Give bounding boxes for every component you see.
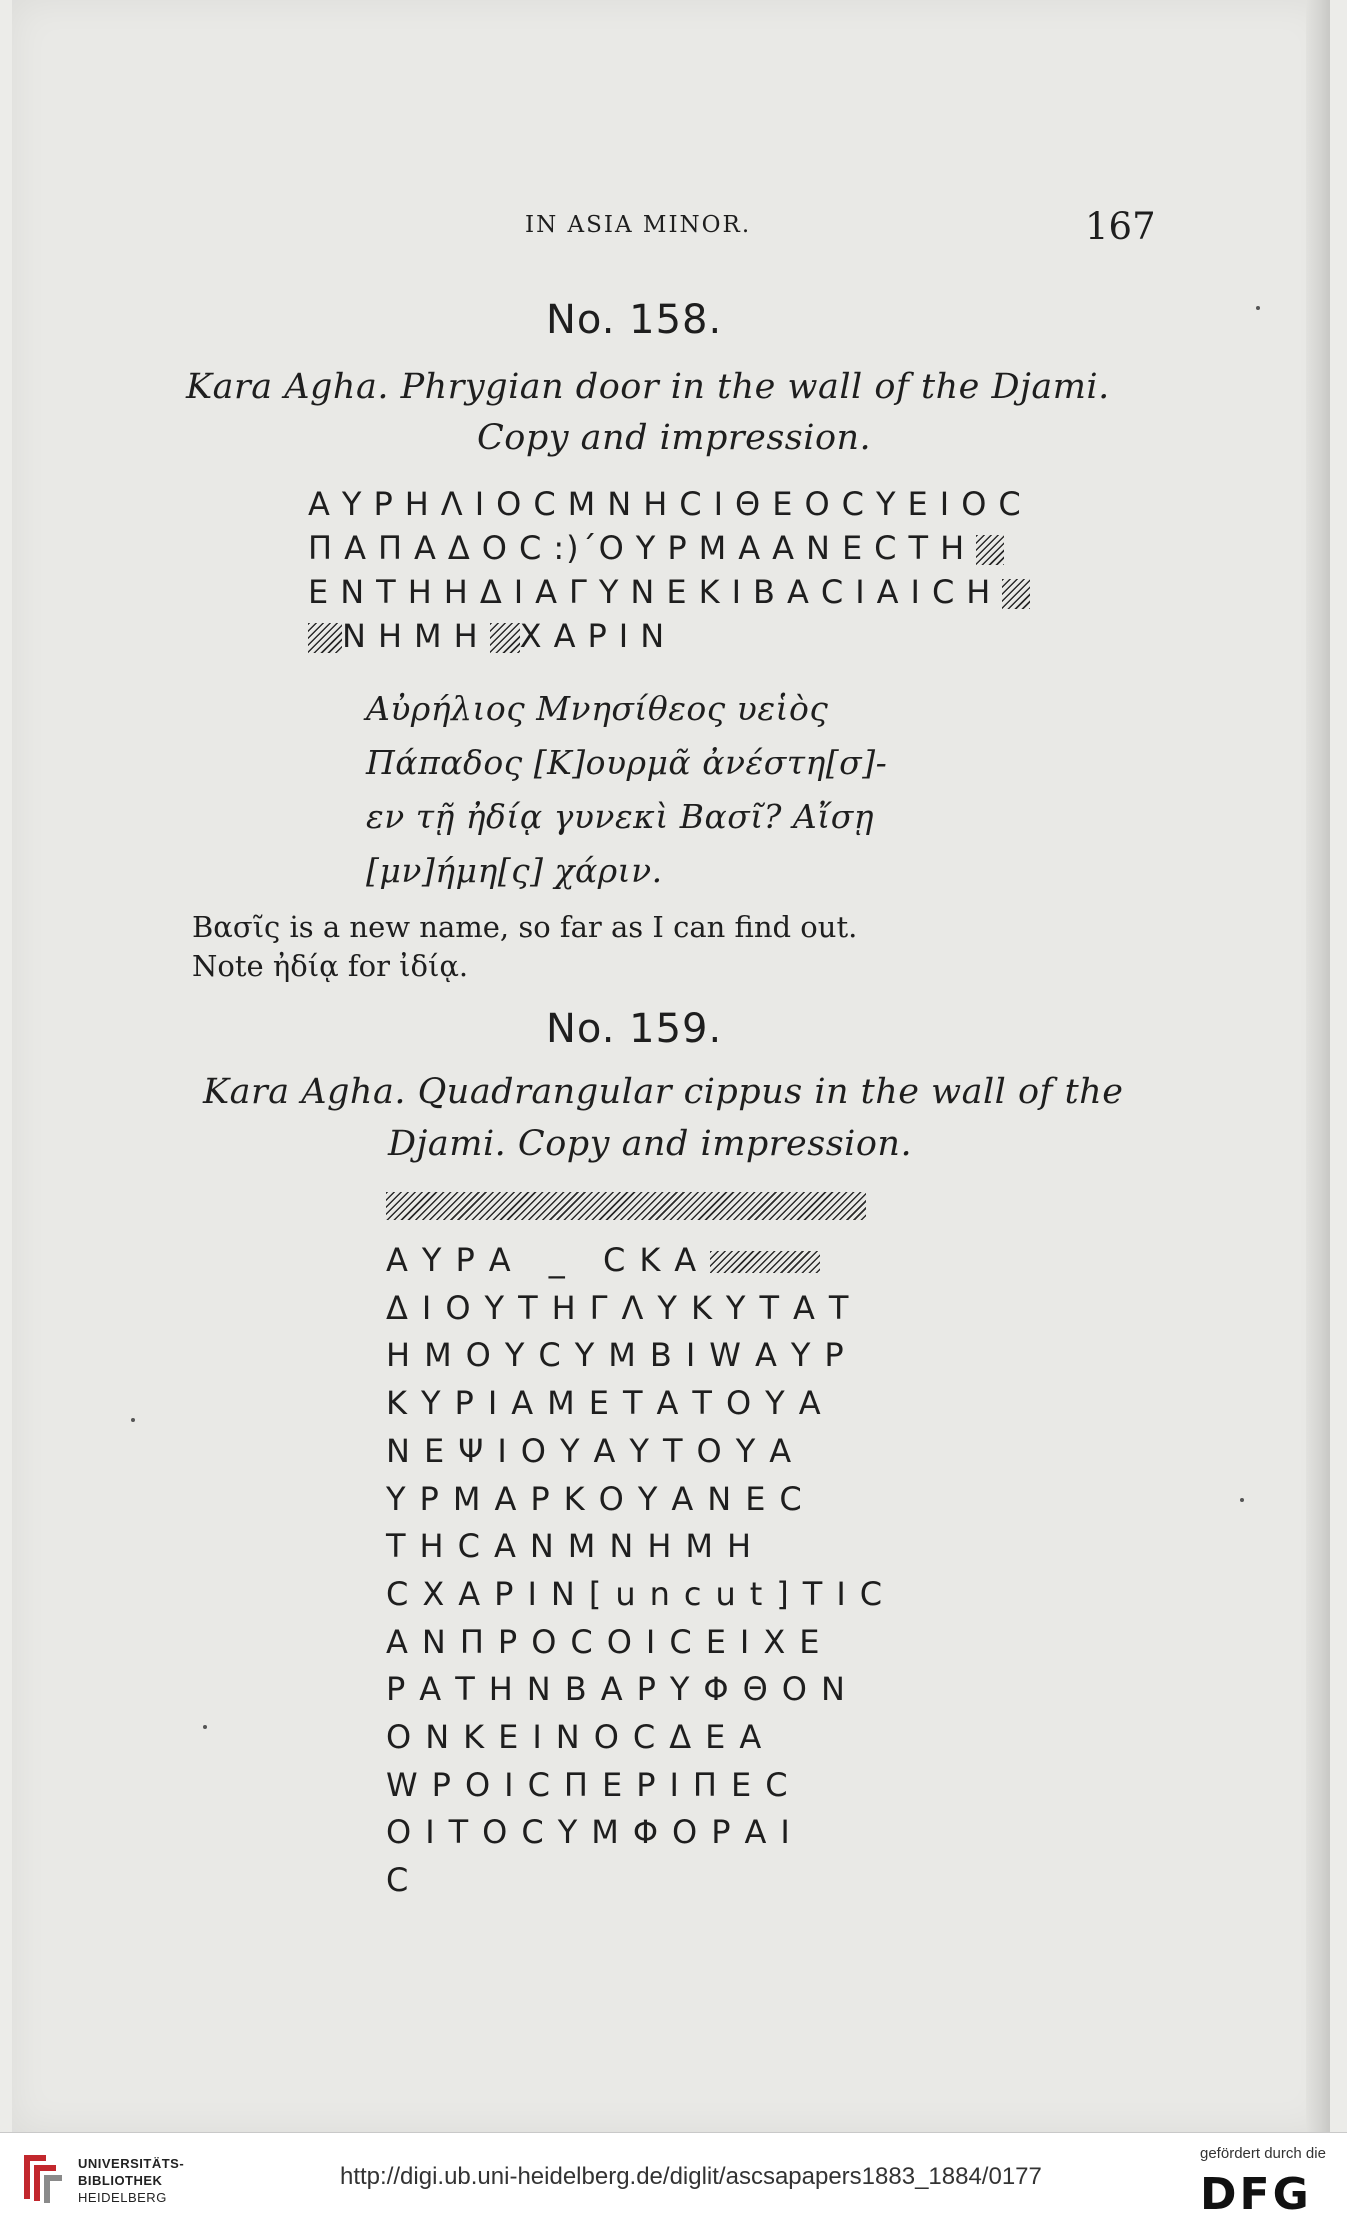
commentary-line: Βασῖς is a new name, so far as I can find out. [192, 910, 858, 944]
inscription-158-line3 [308, 570, 1033, 614]
inscription-158-line3-text: ΕΝΤΗΗΔΙΑΓΥΝΕΚΙΒΑCΙΑΙCΗ [308, 573, 1003, 611]
inscription-158-line2 [308, 526, 1033, 570]
scan-speck [1240, 1498, 1244, 1502]
viewer-footer [0, 2132, 1347, 2229]
inscription-159-line: ΔΙΟΥΤΗΓΛΥΚΥΤΑΤ [386, 1288, 863, 1327]
inscription-159-line: WΡΟΙCΠΕΡΙΠΕC [386, 1765, 802, 1804]
inscription-159-line: CΧΑΡΙΝ[uncut]ΤΙC [386, 1574, 897, 1613]
inscription-159-line: ΟΝΚΕΙΝΟCΔΕΑ [386, 1718, 776, 1757]
inscription-159-line: ΟΙΤΟCΥΜΦΟΡΑΙ [386, 1813, 804, 1852]
hatched-lacuna [710, 1251, 820, 1273]
permalink-url[interactable]: http://digi.ub.uni-heidelberg.de/diglit/ascsapapers1883_1884/0177 [340, 2163, 1042, 2190]
hatched-lacuna [490, 623, 520, 653]
running-title: IN ASIA MINOR. [525, 212, 752, 238]
inscription-159-line: ΗΜΟΥCΥΜΒΙWΑΥΡ [386, 1336, 858, 1375]
inscription-159-line: ΥΡΜΑΡΚΟΥΑΝΕC [386, 1479, 816, 1518]
inscription-159-line [386, 1237, 896, 1285]
inscription-158-line4 [308, 614, 1033, 658]
entry-158-number: No. 158. [546, 297, 723, 343]
inscription-159-line: C [386, 1861, 423, 1900]
inscription-158-line1: ΑΥΡΗΛΙΟCΜΝΗCΙΘΕΟCΥΕΙΟC [308, 485, 1033, 523]
page-gutter [1306, 0, 1330, 2132]
entry-158-description-line2: Copy and impression. [477, 418, 872, 458]
entry-159-description-line2: Djami. Copy and impression. [388, 1124, 913, 1164]
inscription-159-line-text: ΑΥΡΑ _ CΚΑ [386, 1241, 711, 1279]
inscription-158-line2-part1: ΠΑΠΑΔΟC [308, 529, 554, 567]
hatched-lacuna [1002, 579, 1030, 609]
library-name-line: HEIDELBERG [78, 2190, 167, 2205]
library-name-line: UNIVERSITÄTS- [78, 2156, 185, 2171]
inscription-159-line: ΡΑΤΗΝΒΑΡΥΦΘΟΝ [386, 1670, 859, 1709]
transcription-line: Πάπαδος [Κ]ουρμᾶ ἀνέστη[σ]- [366, 743, 888, 782]
hatched-lacuna [976, 535, 1004, 565]
transcription-line: [μν]ήμη[ς] χάριν. [366, 851, 663, 890]
inscription-158-line2-part2: ΟΥΡΜΑΑΝΕCΤΗ [598, 529, 977, 567]
lacuna-mark: :)´ [553, 529, 599, 567]
hatched-top-band [386, 1192, 866, 1220]
entry-159-number: No. 159. [546, 1006, 723, 1052]
library-name-line: BIBLIOTHEK [78, 2173, 163, 2188]
transcription-line: εν τῇ ἠδίᾳ γυνεκὶ Βασῖ? Αἴσῃ [366, 797, 875, 836]
transcription-158 [366, 682, 887, 898]
dfg-logo: DFG [1200, 2169, 1312, 2220]
scan-speck [1256, 306, 1260, 310]
entry-159-description-line1: Kara Agha. Quadrangular cippus in the wall of the [203, 1072, 1124, 1112]
commentary-line: Note ἠδίᾳ for ἰδίᾳ. [192, 949, 469, 983]
inscription-159-line: ΚΥΡΙΑΜΕΤΑΤΟΥΑ [386, 1384, 835, 1423]
inscription-158-line4-part1: ΝΗΜΗ [342, 617, 490, 655]
supported-by-label: gefördert durch die [1200, 2145, 1326, 2162]
scan-speck [131, 1418, 135, 1422]
commentary-158 [192, 908, 857, 986]
hatched-lacuna [308, 623, 342, 653]
university-library-logo [16, 2149, 66, 2207]
entry-158-description-line1: Kara Agha. Phrygian door in the wall of the Djami. [186, 367, 1110, 407]
inscription-158-line4-part2: ΧΑΡΙΝ [519, 617, 677, 655]
scan-speck [203, 1725, 207, 1729]
transcription-line: Αὐρήλιος Μνησίθεος υεἱὸς [366, 689, 829, 728]
inscription-159-line: ΝΕΨΙΟΥΑΥΤΟΥΑ [386, 1431, 806, 1470]
inscription-159-line: ΤΗCΑΝΜΝΗΜΗ [386, 1527, 766, 1566]
library-name [78, 2155, 184, 2206]
inscription-159-line: ΑΝΠΡΟCΟΙCΕΙΧΕ [386, 1622, 834, 1661]
inscription-158 [308, 482, 1033, 658]
inscription-159 [386, 1237, 896, 1905]
page-number: 167 [1085, 205, 1156, 248]
